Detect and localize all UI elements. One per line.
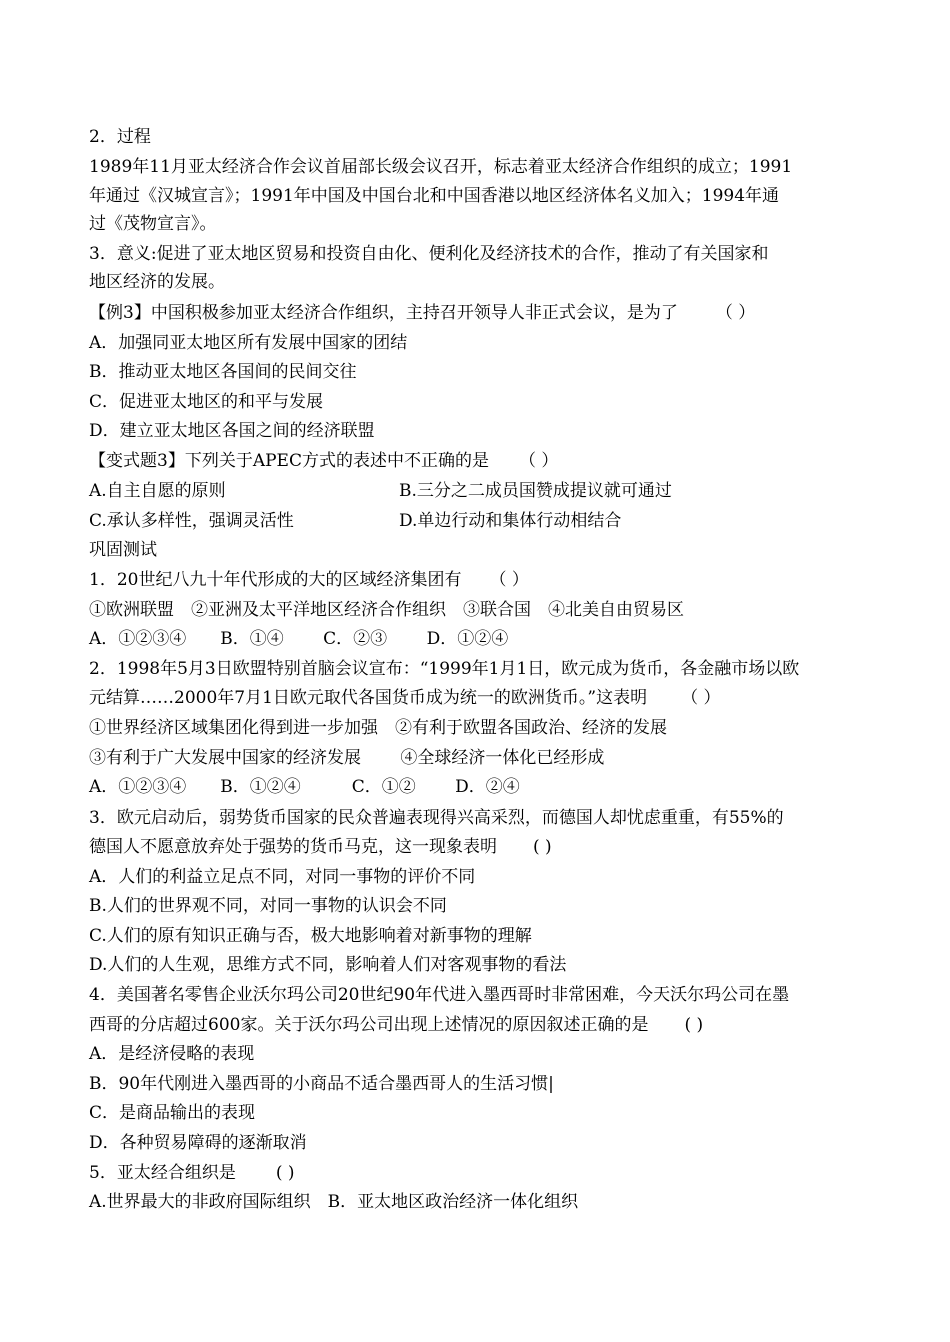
- example-3-stem: 【例3】中国积极参加亚太经济合作组织，主持召开领导人非正式会议，是为了: [89, 303, 678, 323]
- quiz-q4-option-c: C．是商品输出的表现: [89, 1103, 256, 1123]
- example-3-option-b: B．推动亚太地区各国间的民间交往: [89, 362, 357, 382]
- answer-bracket: （ ）: [518, 451, 559, 471]
- quiz-q3-line-1: 3．欧元启动后，弱势货币国家的民众普遍表现得兴高采烈，而德国人却忧虑重重，有55%的: [89, 808, 784, 828]
- variant-3-stem: 【变式题3】下列关于APEC方式的表述中不正确的是: [89, 451, 489, 471]
- quiz-q4-option-b: B．90年代刚进入墨西哥的小商品不适合墨西哥人的生活习惯|: [89, 1074, 554, 1094]
- process-paragraph-line-2: 年通过《汉城宣言》；1991年中国及中国台北和中国香港以地区经济体名义加入；1994年通: [89, 186, 780, 206]
- quiz-q2-stem-end: 元结算……2000年7月1日欧元取代各国货币成为统一的欧洲货币。”这表明: [89, 688, 648, 708]
- example-3-option-d: D．建立亚太地区各国之间的经济联盟: [89, 421, 375, 441]
- quiz-q1-options: A．①②③④ B．①④ C．②③ D．①②④: [89, 629, 509, 649]
- quiz-q3-line-2: [89, 834, 869, 860]
- variant-3-option-b: B.三分之二成员国赞成提议就可通过: [399, 481, 672, 501]
- quiz-q4-option-a: A．是经济侵略的表现: [89, 1044, 255, 1064]
- process-paragraph-line-1: 1989年11月亚太经济合作会议首届部长级会议召开，标志着亚太经济合作组织的成立；1991: [89, 157, 793, 177]
- quiz-q2-items-row-2: ③有利于广大发展中国家的经济发展 ④全球经济一体化已经形成: [89, 748, 605, 768]
- section-heading-process: 2．过程: [89, 127, 151, 147]
- variant-3-question: [89, 448, 869, 474]
- answer-bracket: （ ）: [715, 303, 756, 323]
- answer-bracket: ( ): [684, 1015, 704, 1035]
- quiz-q2-items-row-1: ①世界经济区域集团化得到进一步加强 ②有利于欧盟各国政治、经济的发展: [89, 718, 667, 738]
- variant-3-options-row-2: [89, 508, 869, 534]
- quiz-q3-option-b: B.人们的世界观不同，对同一事物的认识会不同: [89, 896, 447, 916]
- variant-3-option-a: A.自主自愿的原则: [89, 481, 226, 501]
- quiz-q5-question: [89, 1160, 869, 1186]
- quiz-q4-stem-end: 西哥的分店超过600家。关于沃尔玛公司出现上述情况的原因叙述正确的是: [89, 1015, 649, 1035]
- variant-3-options-row-1: [89, 478, 869, 504]
- significance-line-2: 地区经济的发展。: [89, 272, 225, 292]
- answer-bracket: （ ）: [489, 570, 529, 590]
- quiz-q1-stem: 1．20世纪八九十年代形成的大的区域经济集团有: [89, 570, 462, 590]
- variant-3-option-d: D.单边行动和集体行动相结合: [399, 511, 622, 531]
- quiz-q5-stem: 5．亚太经合组织是: [89, 1163, 236, 1183]
- quiz-q4-option-d: D．各种贸易障碍的逐渐取消: [89, 1133, 307, 1153]
- quiz-q4-line-1: 4．美国著名零售企业沃尔玛公司20世纪90年代进入墨西哥时非常困难，今天沃尔玛公司在墨: [89, 985, 790, 1005]
- quiz-q1-items: ①欧洲联盟 ②亚洲及太平洋地区经济合作组织 ③联合国 ④北美自由贸易区: [89, 600, 684, 620]
- quiz-q3-option-c: C.人们的原有知识正确与否，极大地影响着对新事物的理解: [89, 926, 532, 946]
- quiz-q3-stem-end: 德国人不愿意放弃处于强势的货币马克，这一现象表明: [89, 837, 497, 857]
- example-3-option-a: A．加强同亚太地区所有发展中国家的团结: [89, 333, 408, 353]
- quiz-q3-option-a: A．人们的利益立足点不同，对同一事物的评价不同: [89, 867, 476, 887]
- quiz-q4-line-2: [89, 1012, 869, 1038]
- variant-3-option-c: C.承认多样性，强调灵活性: [89, 511, 294, 531]
- answer-bracket: ( ): [533, 837, 552, 857]
- quiz-q5-options: A.世界最大的非政府国际组织 B．亚太地区政治经济一体化组织: [89, 1192, 579, 1212]
- significance-line-1: 3．意义:促进了亚太地区贸易和投资自由化、便利化及经济技术的合作，推动了有关国家和: [89, 244, 769, 264]
- process-paragraph-line-3: 过《茂物宣言》。: [89, 214, 217, 234]
- quiz-section-title: 巩固测试: [89, 540, 157, 560]
- answer-bracket: ( ): [275, 1163, 295, 1183]
- quiz-q2-line-1: 2．1998年5月3日欧盟特别首脑会议宣布：“1999年1月1日，欧元成为货币，各金融市场以欧: [89, 659, 800, 679]
- quiz-q1-question: [89, 567, 869, 593]
- quiz-q3-option-d: D.人们的人生观，思维方式不同，影响着人们对客观事物的看法: [89, 955, 567, 975]
- example-3-question: [89, 300, 869, 326]
- quiz-q2-line-2: [89, 685, 869, 711]
- quiz-q2-options: A．①②③④ B．①②④ C．①② D．②④: [89, 777, 520, 797]
- example-3-option-c: C．促进亚太地区的和平与发展: [89, 392, 324, 412]
- answer-bracket: （ ）: [681, 688, 721, 708]
